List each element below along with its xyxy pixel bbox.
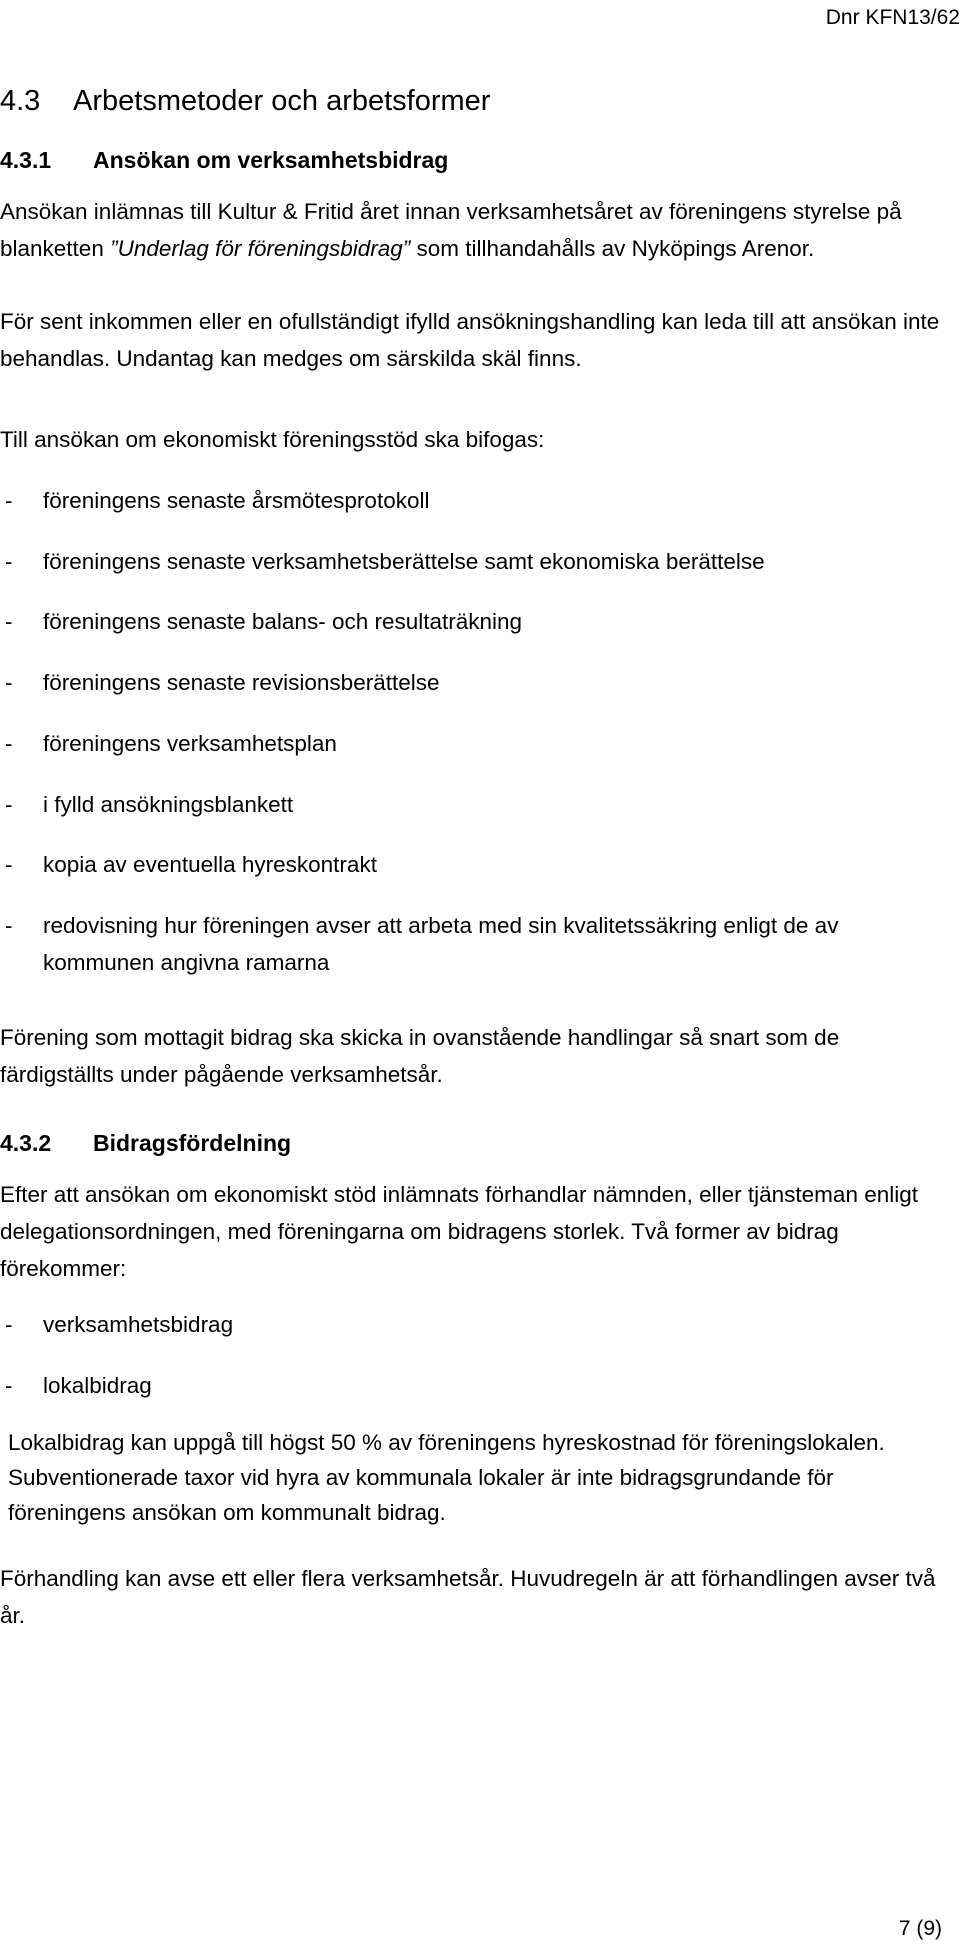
subsection-title: Ansökan om verksamhetsbidrag — [93, 147, 449, 173]
form-name: ”Underlag för föreningsbidrag” — [110, 236, 411, 261]
paragraph-attachments-intro: Till ansökan om ekonomiskt föreningsstöd ska bifogas: — [0, 427, 545, 452]
list-item: - föreningens verksamhetsplan — [0, 725, 945, 762]
subsection-number: 4.3.1 — [0, 147, 52, 173]
subsection-title: Bidragsfördelning — [93, 1130, 292, 1156]
section-title: Arbetsmetoder och arbetsformer — [73, 85, 491, 117]
list-item: - föreningens senaste balans- och resultaträkning — [0, 603, 945, 640]
paragraph-premises-grant: Lokalbidrag kan uppgå till högst 50 % av föreningens hyreskostnad för föreningslokalen. Subventionerade taxor vid hyra av kommunala lokaler är inte bidragsgrundande för föreningens ansökan om kommunalt bidrag. — [8, 1430, 885, 1525]
list-item: - föreningens senaste årsmötesprotokoll — [0, 482, 945, 519]
section-number: 4.3 — [0, 85, 41, 117]
list-dash: - — [5, 852, 13, 877]
paragraph-negotiation: Förhandling kan avse ett eller flera verksamhetsår. Huvudregeln är att förhandlingen avser två år. — [0, 1566, 936, 1628]
list-dash: - — [5, 549, 13, 574]
list-dash: - — [5, 1312, 13, 1337]
list-item: - föreningens senaste revisionsberättelse — [0, 664, 945, 701]
list-item: - verksamhetsbidrag — [0, 1306, 945, 1343]
paragraph-late-application: För sent inkommen eller en ofullständigt ifylld ansökningshandling kan leda till att ansökan inte behandlas. Undantag kan medges om särskilda skäl finns. — [0, 309, 940, 371]
list-dash: - — [5, 913, 13, 938]
paragraph-application: Ansökan inlämnas till Kultur & Fritid året innan verksamhetsåret av föreningens styrelse på blanketten ”Underlag för föreningsbidrag” som tillhandahålls av Nyköpings Arenor. — [0, 199, 902, 261]
subsection-heading-1 — [0, 146, 448, 174]
list-item: - kopia av eventuella hyreskontrakt — [0, 846, 945, 883]
list-dash: - — [5, 670, 13, 695]
list-item: - redovisning hur föreningen avser att arbeta med sin kvalitetssäkring enligt de av kommunen angivna ramarna — [0, 907, 945, 981]
list-dash: - — [5, 731, 13, 756]
list-item: - i fylld ansökningsblankett — [0, 786, 945, 823]
section-heading — [0, 84, 490, 118]
list-dash: - — [5, 609, 13, 634]
list-item: - föreningens senaste verksamhetsberättelse samt ekonomiska berättelse — [0, 543, 945, 580]
list-dash: - — [5, 1373, 13, 1398]
list-item: - lokalbidrag — [0, 1367, 945, 1404]
paragraph-allocation: Efter att ansökan om ekonomiskt stöd inlämnats förhandlar nämnden, eller tjänsteman enligt delegationsordningen, med föreningarna om bidragens storlek. Två former av bidrag förekommer: — [0, 1182, 918, 1281]
document-reference: Dnr KFN13/62 — [825, 6, 960, 29]
list-dash: - — [5, 488, 13, 513]
paragraph-submit-documents: Förening som mottagit bidrag ska skicka in ovanstående handlingar så snart som de färdigställts under pågående verksamhetsår. — [0, 1025, 840, 1087]
list-dash: - — [5, 792, 13, 817]
subsection-number: 4.3.2 — [0, 1130, 52, 1156]
subsection-heading-2 — [0, 1129, 291, 1157]
page-number: 7 (9) — [898, 1917, 942, 1940]
